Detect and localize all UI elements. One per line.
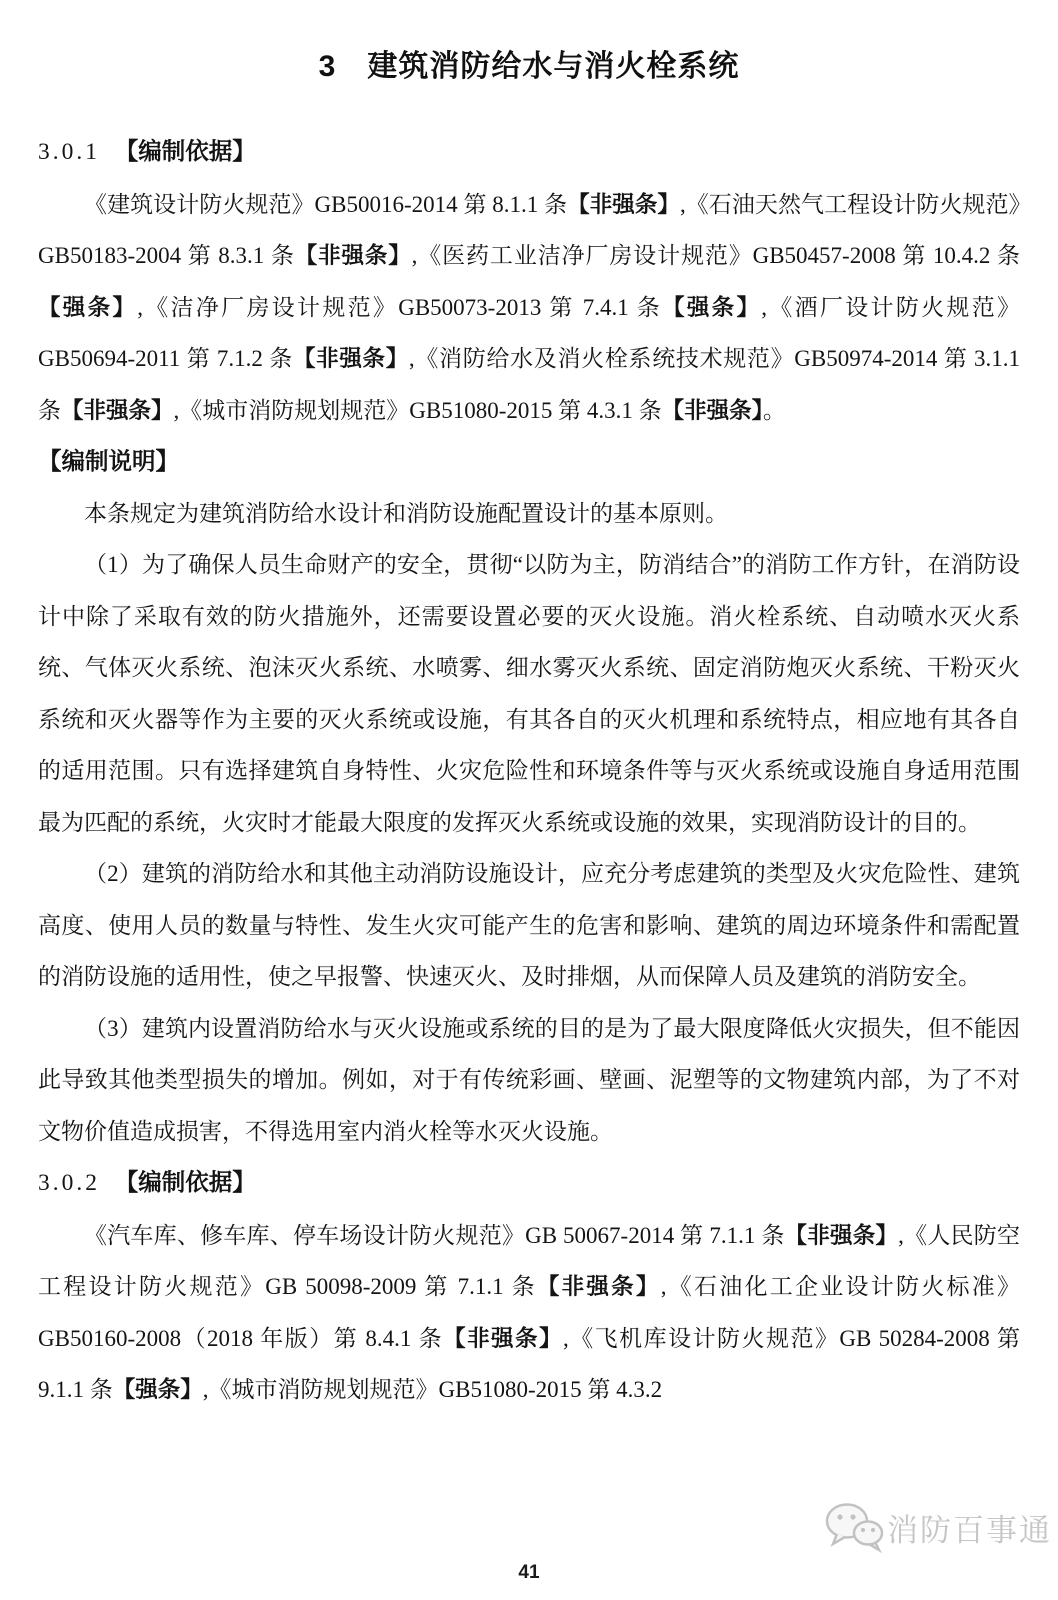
emphasis-marker: 【非强条】 — [443, 1325, 563, 1351]
paragraph — [38, 488, 1020, 540]
text-run: ,《城市消防规划规范》GB51080-2015 第 4.3.2 — [202, 1377, 663, 1402]
text-run: ,《石油化工企业设计防火标准》GB50160-2008（2018 年版）第 8.4.1 条 — [38, 1274, 1020, 1351]
paragraph — [38, 1210, 1020, 1416]
watermark — [823, 1500, 1052, 1554]
emphasis-marker: 【强条】 — [38, 294, 138, 320]
text-run: ,《城市消防规划规范》GB51080-2015 第 4.3.1 条 — [173, 397, 662, 423]
text-run: ,《医药工业洁净厂房设计规范》GB50457-2008 第 10.4.2 条 — [411, 243, 1020, 268]
emphasis-marker: 【非强条】 — [292, 346, 409, 371]
text-run: ,《人民防空工程设计防火规范》GB 50098-2009 第 7.1.1 条 — [38, 1222, 1020, 1299]
paragraph — [38, 539, 1020, 848]
text-run: ,《酒厂设计防火规范》GB50694-2011 第 7.1.2 条 — [38, 294, 1020, 371]
text-run: （3）建筑内设置消防给水与灭火设施或系统的目的是为了最大限度降低火灾损失，但不能因此导致其他类型损失的增加。例如，对于有传统彩画、壁画、泥塑等的文物建筑内部，为了不对文物价值造成损害，不得选用室内消火栓等水灭火设施。 — [38, 1015, 1020, 1144]
paragraph — [38, 848, 1020, 1003]
emphasis-marker: 【非强条】 — [536, 1274, 661, 1299]
emphasis-marker: 【强条】 — [112, 1377, 203, 1402]
text-run: 【编制依据】 — [126, 1169, 256, 1195]
document-body — [38, 126, 1020, 1416]
text-run: ,《飞机库设计防火规范》GB 50284-2008 第 9.1.1 条 — [38, 1325, 1020, 1402]
section-number: 3.0.2 — [38, 1170, 127, 1196]
emphasis-marker: 【非强条】 — [567, 191, 680, 217]
text-run: 《汽车库、修车库、停车场设计防火规范》GB 50067-2014 第 7.1.1 条 — [84, 1222, 785, 1248]
section-heading — [38, 126, 1020, 179]
text-run: ,《石油天然气工程设计防火规范》GB50183-2004 第 8.3.1 条 — [38, 191, 1021, 268]
page-title: 3 建筑消防给水与消火栓系统 — [318, 50, 740, 83]
page-number: 41 — [518, 1562, 540, 1583]
text-run: 【编制依据】 — [126, 138, 256, 164]
text-run: 。 — [762, 397, 786, 423]
text-run: 《建筑设计防火规范》GB50016-2014 第 8.1.1 条 — [84, 191, 568, 217]
text-run: ,《洁净厂房设计规范》GB50073-2013 第 7.4.1 条 — [137, 294, 663, 320]
section-number: 3.0.1 — [38, 139, 127, 165]
wechat-bubbles-icon — [823, 1500, 885, 1554]
watermark-text: 消防百事通 — [887, 1512, 1052, 1548]
text-run: ,《消防给水及消火栓系统技术规范》GB50974-2014 第 3.1.1 条 — [38, 346, 1020, 423]
emphasis-marker: 【非强条】 — [61, 397, 174, 423]
paragraph — [38, 179, 1020, 437]
text-run: 【编制说明】 — [38, 448, 179, 474]
text-run: （1）为了确保人员生命财产的安全，贯彻“以防为主，防消结合”的消防工作方针，在消防设计中除了采取有效的防火措施外，还需要设置必要的灭火设施。消火栓系统、自动喷水灭火系统、气体灭火系统、泡沫灭火系统、水喷雾、细水雾灭火系统、固定消防炮灭火系统、干粉灭火系统和灭火器等作为主要的灭火系统或设施，有其各自的灭火机理和系统特点，相应地有其各自的适用范围。只有选择建筑自身特性、火灾危险性和环境条件等与灭火系统或设施自身适用范围最为匹配的系统，火灾时才能最大限度的发挥灭火系统或设施的效果，实现消防设计的目的。 — [38, 552, 1020, 835]
emphasis-marker: 【非强条】 — [784, 1222, 899, 1248]
emphasis-marker: 【非强条】 — [294, 243, 412, 268]
paragraph — [38, 1003, 1020, 1158]
section-heading — [38, 1157, 1020, 1210]
emphasis-marker: 【强条】 — [662, 294, 762, 320]
emphasis-marker: 【非强条】 — [661, 397, 763, 423]
text-run: （2）建筑的消防给水和其他主动消防设施设计，应充分考虑建筑的类型及火灾危险性、建筑高度、使用人员的数量与特性、发生火灾可能产生的危害和影响、建筑的周边环境条件和需配置的消防设施的适用性，使之早报警、快速灭火、及时排烟，从而保障人员及建筑的消防安全。 — [38, 861, 1020, 989]
section-heading — [38, 436, 1020, 488]
text-run: 本条规定为建筑消防给水设计和消防设施配置设计的基本原则。 — [84, 500, 728, 526]
